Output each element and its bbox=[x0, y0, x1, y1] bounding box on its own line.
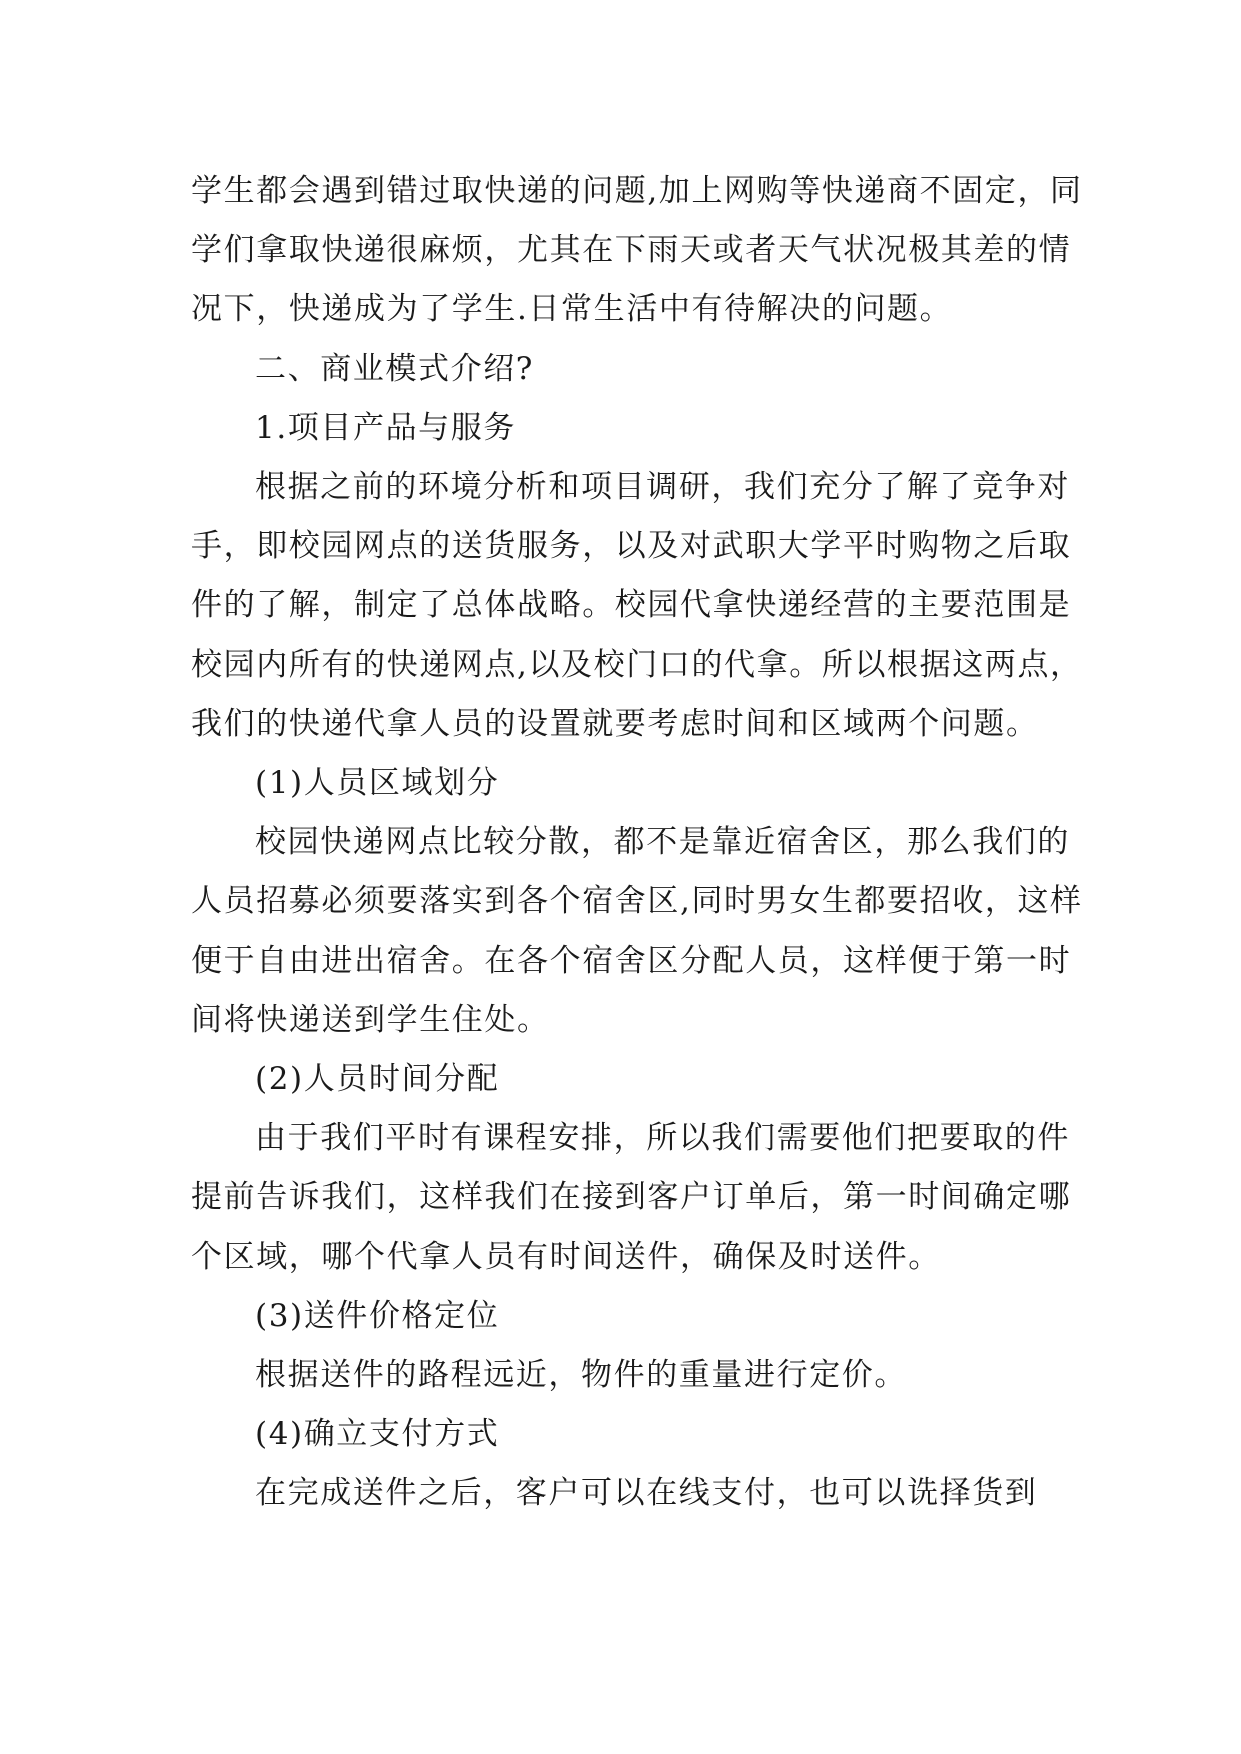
paragraph: 在完成送件之后，客户可以在线支付，也可以诜择货到 bbox=[255, 1475, 1038, 1512]
section-heading: 二、商业模式介绍? bbox=[255, 350, 535, 387]
subsection-heading: 1.项目产品与服务 bbox=[255, 409, 516, 446]
item-heading: (4)确立支付方式 bbox=[255, 1416, 500, 1453]
document-body bbox=[191, 162, 1091, 1524]
paragraph: 由于我们平时有课程安排，所以我们需要他们把要取的件提前告诉我们，这样我们在接到客户订单后，第一时间确定哪个区域，哪个代拿人员有时间送件，确保及时送件。 bbox=[191, 1120, 1072, 1275]
paragraph: 根据送件的路程远近，物件的重量进行定价。 bbox=[255, 1357, 907, 1394]
paragraph: 校园快递网点比较分散，都不是靠近宿舍区，那么我们的人员招募必须要落实到各个宿舍区,同时男女生都要招收，这样便于自由进出宿舍。在各个宿舍区分配人员，这样便于第一时间将快递送到学生住处。 bbox=[191, 824, 1083, 1038]
item-heading: (1)人员区域划分 bbox=[255, 765, 500, 802]
item-heading: (3)送件价格定位 bbox=[255, 1297, 500, 1334]
item-heading: (2)人员时间分配 bbox=[255, 1061, 500, 1098]
paragraph: 学生都会遇到错过取快递的问题,加上网购等快递商不固定，同学们拿取快递很麻烦，尤其在下雨天或者天气状况极其差的情况下，快递成为了学生.日常生活中有待解决的问题。 bbox=[191, 173, 1083, 328]
paragraph: 根据之前的环境分析和项目调研，我们充分了解了竞争对手，即校园网点的送货服务，以及对武职大学平时购物之后取件的了解，制定了总体战略。校园代拿快递经营的主要范围是校园内所有的快递网点,以及校门口的代拿。所以根据这两点，我们的快递代拿人员的设置就要考虑时间和区域两个问题。 bbox=[191, 469, 1083, 742]
